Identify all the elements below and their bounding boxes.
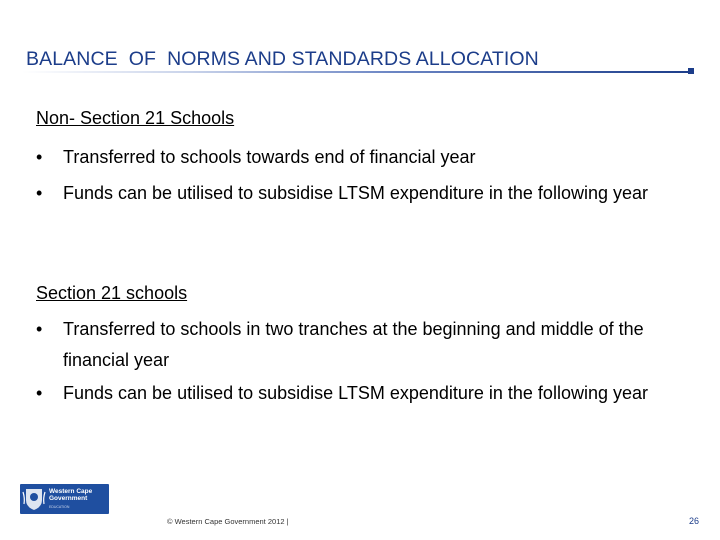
bullet-dot: •	[36, 383, 43, 403]
page-number: 26	[689, 516, 700, 526]
western-cape-government-logo	[20, 484, 109, 514]
logo-text-line2: Government	[49, 495, 88, 502]
footer-copyright: © Western Cape Government 2012 |	[167, 517, 289, 526]
bullet-text: Transferred to schools in two tranches at the beginning and middle of the financial year	[63, 319, 644, 370]
coat-of-arms-icon	[22, 486, 46, 512]
section-heading-section-21: Section 21 schools	[36, 283, 188, 303]
bullet-dot: •	[36, 183, 43, 203]
title-underline	[22, 71, 692, 73]
bullet-item	[36, 378, 706, 409]
slide-title: BALANCE OF NORMS AND STANDARDS ALLOCATION	[26, 48, 539, 70]
bullet-text: Transferred to schools towards end of financial year	[63, 147, 476, 167]
bullet-text: Funds can be utilised to subsidise LTSM expenditure in the following year	[63, 383, 648, 403]
title-underline-end	[688, 68, 694, 74]
bullet-text: Funds can be utilised to subsidise LTSM expenditure in the following year	[63, 183, 648, 203]
bullet-dot: •	[36, 319, 43, 339]
section-heading-non-section-21: Non- Section 21 Schools	[36, 108, 235, 128]
logo-text-line1: Western Cape	[49, 488, 93, 495]
logo-subtitle: EDUCATION	[49, 505, 70, 509]
bullet-dot: •	[36, 147, 43, 167]
bullet-item	[36, 142, 706, 173]
bullet-item	[36, 178, 706, 209]
bullet-item	[36, 314, 706, 376]
